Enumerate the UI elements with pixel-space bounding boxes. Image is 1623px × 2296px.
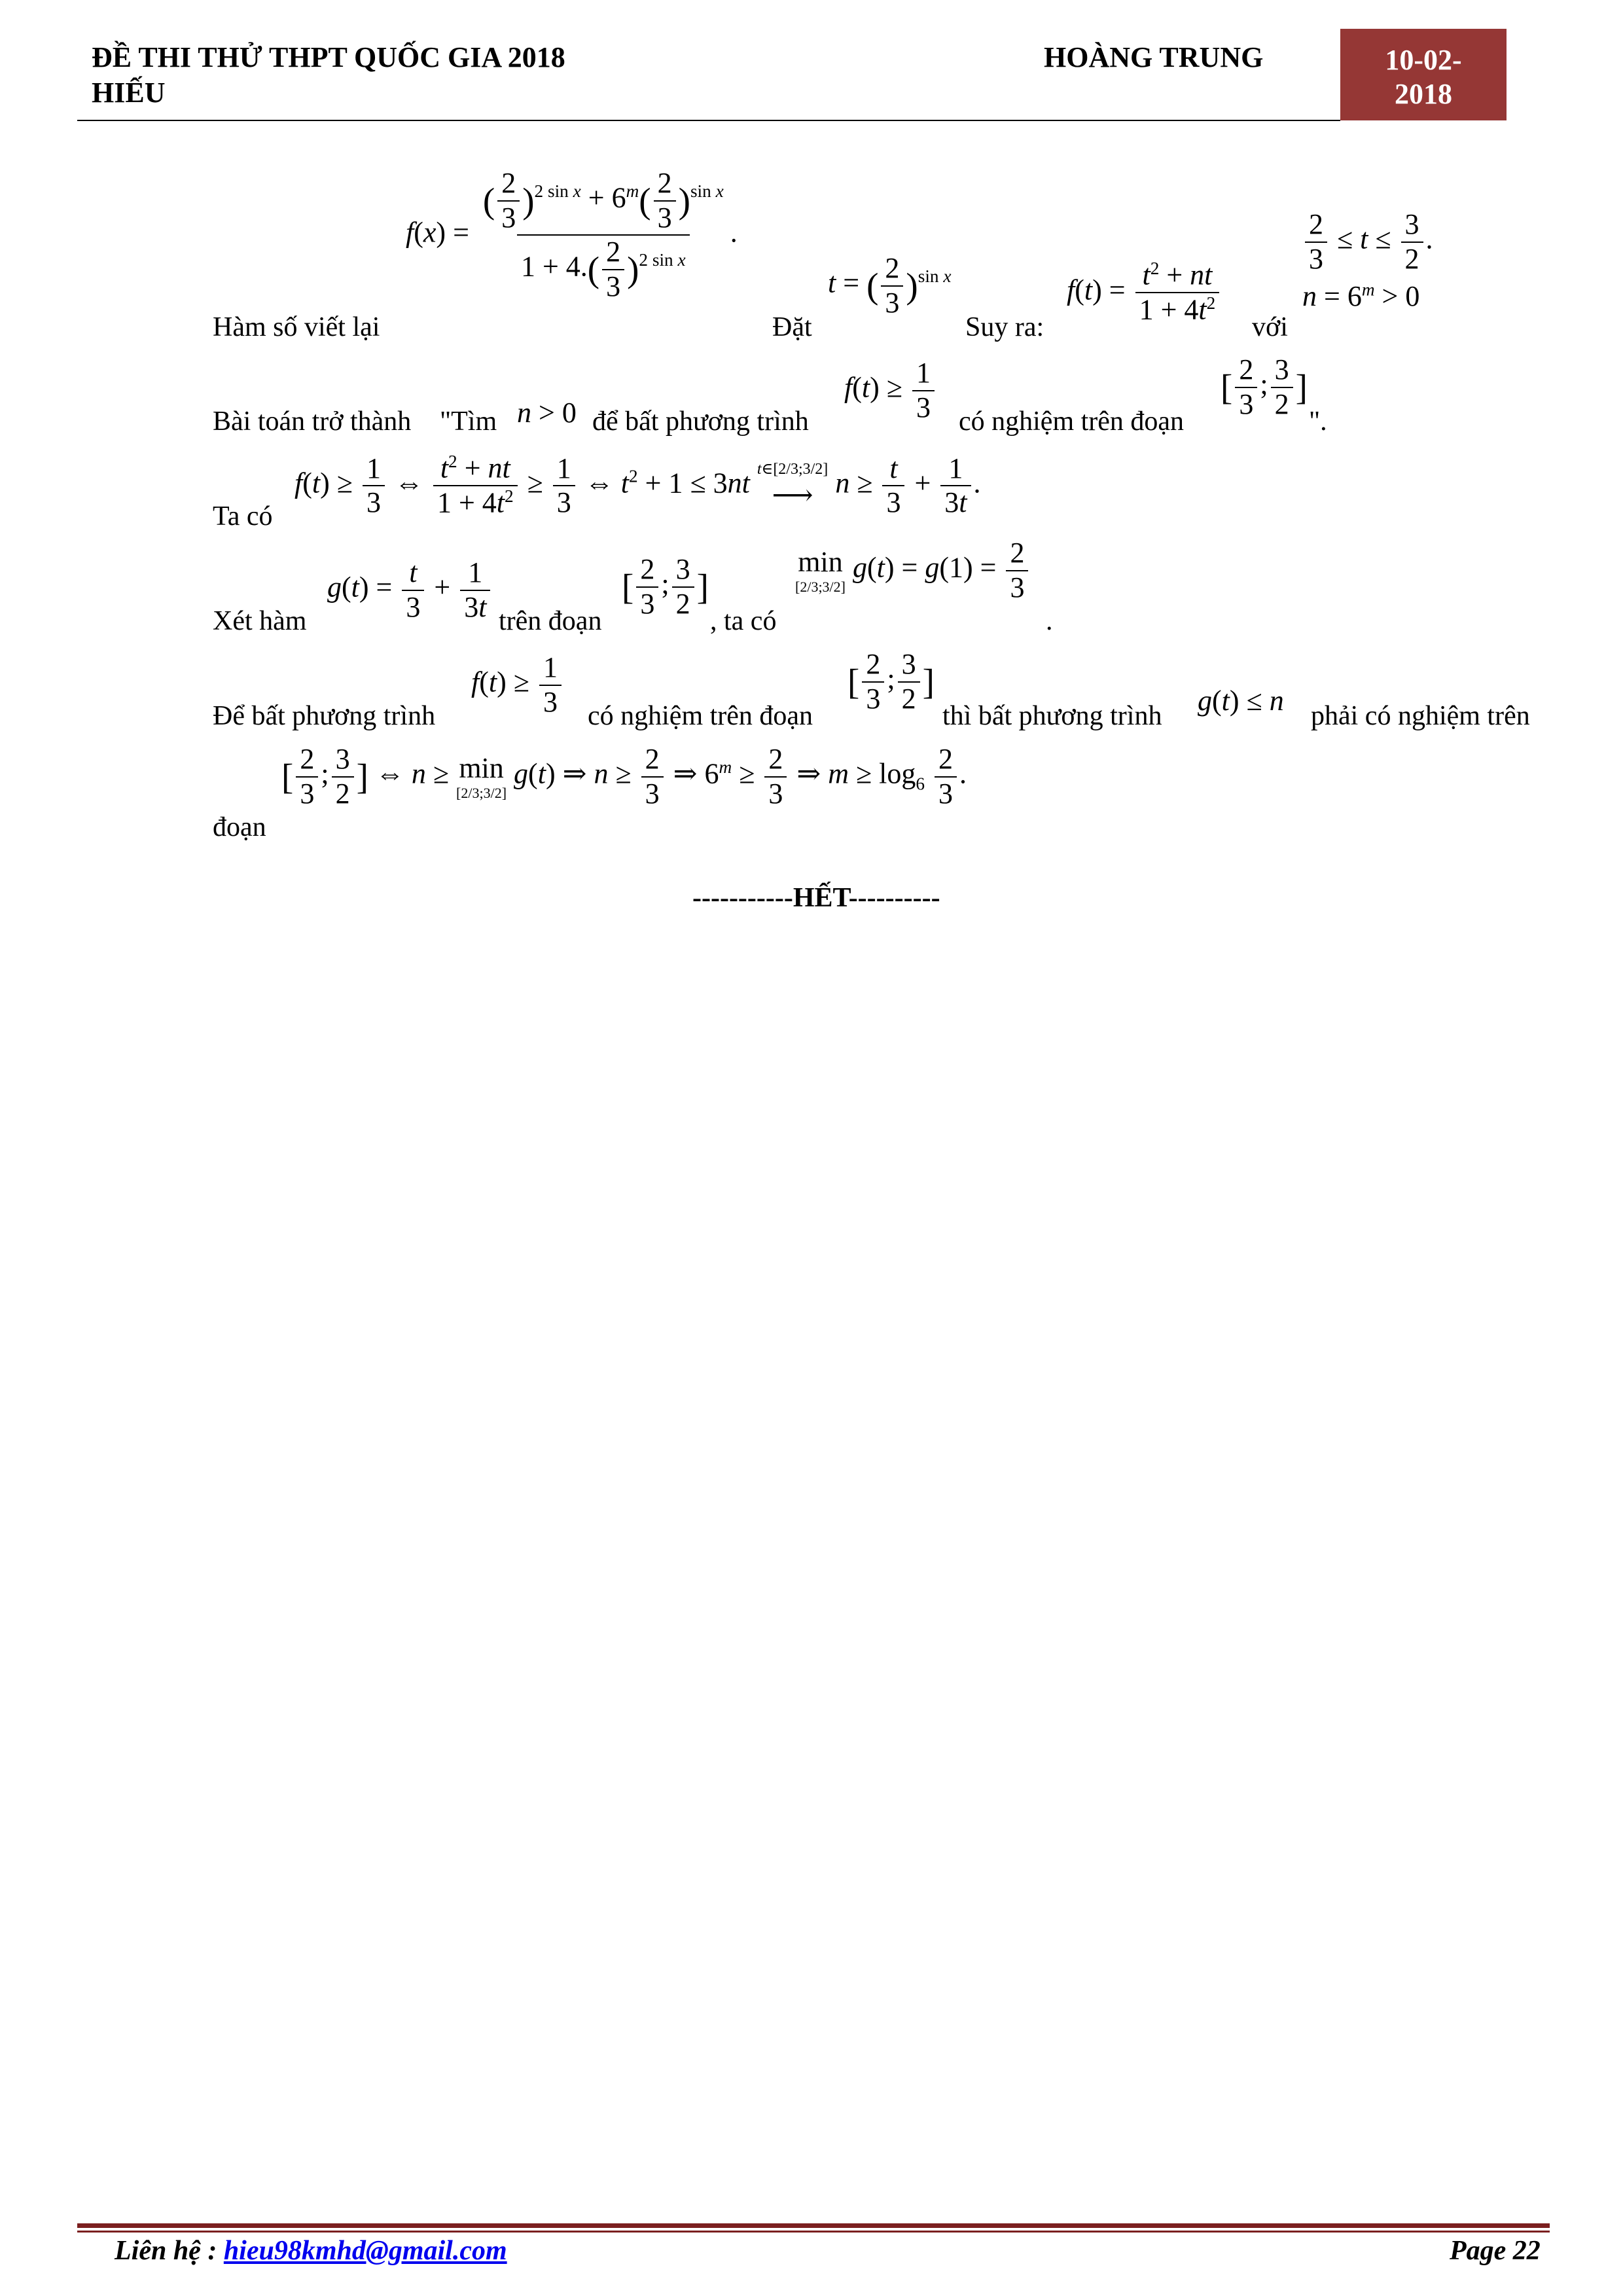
line4-a: Xét hàm — [213, 606, 307, 636]
line5-b: có nghiệm trên đoạn — [588, 701, 813, 731]
formula-interval-3: [ $\frac{2}{3}$ ; $\frac{3}{2}$ ] — [847, 648, 935, 715]
line6-label: đoạn — [213, 812, 266, 842]
footer-page-number: Page 22 — [1450, 2236, 1541, 2266]
line1-suyra: Suy ra: — [965, 312, 1044, 342]
line4-c: , ta có — [710, 606, 777, 636]
header-rule — [77, 120, 1340, 121]
line4-end: . — [1046, 606, 1053, 636]
line2-b: để bất phương trình — [592, 406, 809, 437]
formula-ft-ge: f(t) ≥ $\frac{1}{3}$ — [844, 357, 937, 424]
line5-a: Để bất phương trình — [213, 701, 436, 731]
header-date-line1: 10-02- — [1385, 44, 1462, 76]
line1-voi: với — [1252, 312, 1288, 342]
header-title-line2: HIẾU — [92, 77, 166, 109]
line3-label: Ta có — [213, 501, 273, 531]
formula-interval-2: [ $\frac{2}{3}$ ; $\frac{3}{2}$ ] — [622, 553, 709, 620]
line4-b: trên đoạn — [499, 606, 602, 636]
end-mark: -----------HẾT---------- — [692, 883, 940, 913]
formula-interval: [ $\frac{2}{3}$ ; $\frac{3}{2}$ ] — [1221, 353, 1308, 420]
formula-t-def: t = ( $\frac{2}{3}$ )$^{sin x}$ — [828, 252, 952, 319]
formula-final: [ $\frac{2}{3}$ ; $\frac{3}{2}$ ] ⇔ n ≥ min [2/3;3/2] g(t) ⇒ n ≥ $\frac{2}{3}$ ⇒ $6^m$ ≥ $\frac{2}{3}$ ⇒ $m \ge \log_6$ $\frac{2}{3}$ . — [281, 743, 967, 810]
footer-rule-thick — [77, 2223, 1550, 2228]
footer-contact-label: Liên hệ : — [115, 2236, 217, 2266]
formula-fx: f(x) = ( $\frac{2}{3}$ )$^{2 sin x} + 6^m$( $\frac{2}{3}$ )$^{sin x}$ 1 + 4.( $\frac{2}{3}$ )$^{2 sin x}$ . — [406, 167, 738, 302]
formula-ft-ge-2: f(t) ≥ $\frac{1}{3}$ — [471, 651, 564, 719]
formula-gt: g(t) = $\frac{t}{3}$ + $\frac{1}{3t}$ — [327, 556, 493, 624]
line1-dat: Đặt — [772, 312, 812, 342]
footer-contact — [115, 2235, 507, 2267]
line2-end: ". — [1309, 406, 1327, 437]
footer-email-link[interactable]: hieu98kmhd@gmail.com — [223, 2236, 507, 2266]
formula-n-positive: n > 0 — [517, 397, 577, 429]
formula-ta-co: f(t) ≥ $\frac{1}{3}$ ⇔ $\frac{t^2 + nt}{1 + 4t^2}$ ≥ $\frac{1}{3}$ ⇔ $t^2 + 1 \le 3nt$ t∈[2/3;3/2] ⟶ n ≥ $\frac{t}{3}$ + $\frac{1}{3t}$ . — [294, 452, 981, 519]
line2-quote-open: "Tìm — [440, 406, 497, 437]
header-date-line2: 2018 — [1395, 78, 1452, 110]
formula-gt-le-n: g(t) ≤ n — [1198, 685, 1284, 717]
header-title: ĐỀ THI THỬ THPT QUỐC GIA 2018 — [92, 41, 565, 73]
footer-rule-thin — [77, 2231, 1550, 2233]
line2-a: Bài toán trở thành — [213, 406, 412, 437]
formula-conditions: $\frac{2}{3}$ ≤ t ≤ $\frac{3}{2}$ . $n = 6^m > 0$ — [1302, 208, 1433, 313]
line5-c: thì bất phương trình — [942, 701, 1162, 731]
header-author: HOÀNG TRUNG — [1044, 41, 1264, 73]
line1-label: Hàm số viết lại — [213, 312, 380, 342]
line5-d: phải có nghiệm trên — [1311, 701, 1530, 731]
formula-min-g: min [2/3;3/2] g(t) = g(1) = $\frac{2}{3}$ — [795, 537, 1031, 604]
line2-c: có nghiệm trên đoạn — [959, 406, 1185, 437]
formula-ft: f(t) = $\frac{t^2 + nt}{1 + 4t^2}$ — [1067, 259, 1222, 327]
